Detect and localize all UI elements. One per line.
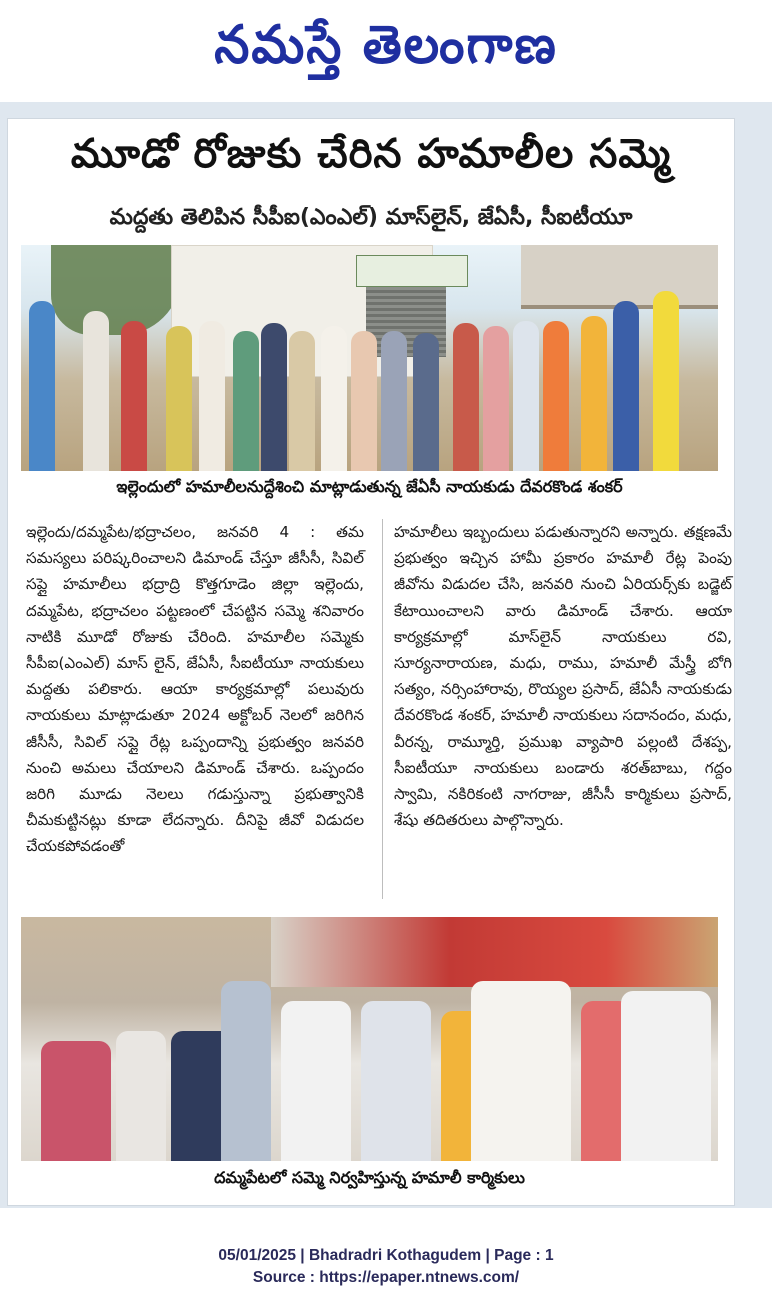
article-headline: మూడో రోజుకు చేరిన హమాలీల సమ్మె [70,131,672,177]
group-of-people [21,281,718,471]
photo-caption-illendu: ఇల్లెందులో హమాలీలనుద్దేశించి మాట్లాడుతున్న జేఏసీ నాయకుడు దేవరకొండ శంకర్ [116,477,623,496]
newspaper-logo: నమస్తే తెలంగాణ [214,13,558,76]
photo-dammapeta-strike [21,917,718,1161]
photo-illendu-gathering [21,245,718,471]
photo-caption-dammapeta: దమ్మపేటలో సమ్మె నిర్వహిస్తున్న హమాలీ కార్మికులు [214,1168,525,1187]
article-subheadline: మద్దతు తెలిపిన సీపీఐ(ఎంఎల్) మాస్‌లైన్, జేఏసీ, సీఐటీయూ [109,205,633,230]
masthead [0,0,772,102]
article-body-right-column: హమాలీలు ఇబ్బందులు పడుతున్నారని అన్నారు. తక్షణమే ప్రభుత్వం ఇచ్చిన హామీ ప్రకారం హమాలీ రేట్ల పెంపు జీవోను విడుదల చేసి, జనవరి నుంచి ఏరియర్స్‌కు బడ్జెట్ కేటాయించాలని వారు డిమాండ్ చేశారు. ఆయా కార్యక్రమాల్లో మాస్‌లైన్ నాయకులు రవి, సూర్యనారాయణ, మధు, రాము, హమాలీ మేస్త్రీ బోగి సత్యం, నర్సింహారావు, రొయ్యల ప్రసాద్, జేఏసీ నాయకుడు దేవరకొండ శంకర్, హమాలీ నాయకులు సదానందం, మధు, వీరన్న, రామ్మూర్తి, ప్రముఖ వ్యాపారి పల్లంటి దేశప్ప, సీఐటీయూ నాయకులు బండారు శరత్‌బాబు, గద్దం స్వామి, నకిరికంటి నాగరాజు, జీసీసీ కార్మికులు ప్రసాద్, శేషు తదితరులు పాల్గొన్నారు. [394,523,732,830]
footer-source-line: Source : https://epaper.ntnews.com/ [252,1269,520,1286]
column-divider [382,519,383,899]
article-body-left-column: ఇల్లెందు/దమ్మపేట/భద్రాచలం, జనవరి 4 : తమ సమస్యలు పరిష్కరించాలని డిమాండ్ చేస్తూ జీసీసీ, సివిల్ సప్లై హమాలీలు భద్రాద్రి కొత్తగూడెం జిల్లా ఇల్లెందు, దమ్మపేట, భద్రాచలం పట్టణంలో చేపట్టిన సమ్మె శనివారం నాటికి మూడో రోజుకు చేరింది. హమాలీల సమ్మెకు సీపీఐ(ఎంఎల్) మాస్ లైన్, జేఏసీ, సీఐటీయూ నాయకులు మద్దతు పలికారు. ఆయా కార్యక్రమాల్లో పలువురు నాయకులు మాట్లాడుతూ 2024 అక్టోబర్ నెలలో జరిగిన జీసీసీ, సివిల్ సప్లై రేట్ల ఒప్పందాన్ని ప్రభుత్వం జనవరి నుంచి అమలు చేయాలని డిమాండ్ చేశారు. ఒప్పందం జరిగి మూడు నెలలు గడుస్తున్నా ప్రభుత్వానికి చీమకుట్టినట్లు కూడా లేదన్నారు. దీనిపై జీవో విడుదల చేయకపోవడంతో [26,523,364,856]
page-footer [0,1245,772,1289]
footer-edition-line: 05/01/2025 | Bhadradri Kothagudem | Page : 1 [218,1247,554,1264]
seated-strikers [21,971,718,1161]
article-clipping [7,118,735,1206]
